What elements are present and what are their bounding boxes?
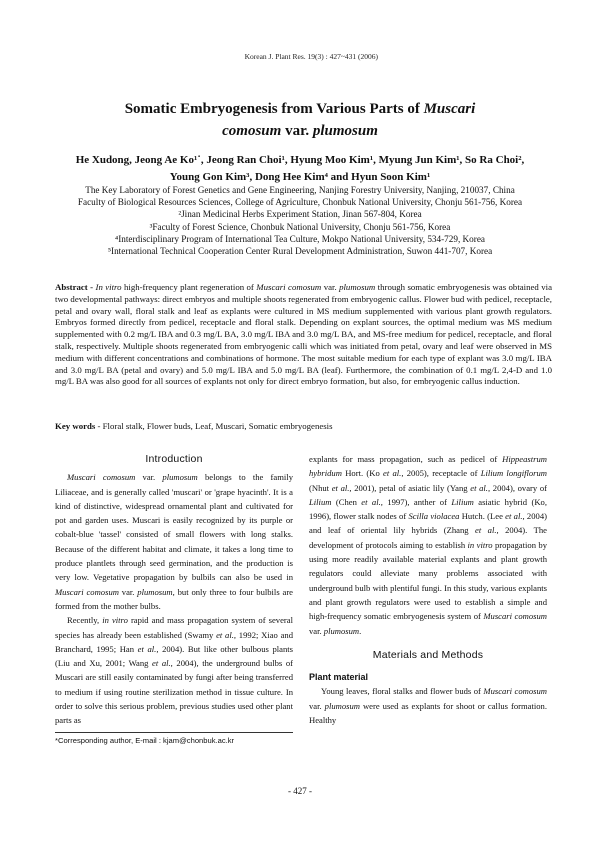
affiliation: ⁴Interdisciplinary Program of International Tea Culture, Mokpo National University, 534-729, Korea bbox=[115, 233, 485, 244]
methods-paragraph-1: Young leaves, floral stalks and flower buds of Muscari comosum var. plumosum were used as explants for shoot or callus formation. Healthy bbox=[309, 686, 548, 726]
affiliations bbox=[40, 184, 560, 257]
affiliation: ²Jinan Medicinal Herbs Experiment Station, Jinan 567-804, Korea bbox=[178, 209, 422, 220]
keywords bbox=[55, 420, 552, 432]
title-text: Somatic Embryogenesis from Various Parts of bbox=[124, 101, 424, 117]
authors-line-1: He Xudong, Jeong Ae Ko¹˙, Jeong Ran Choi¹, Hyung Moo Kim¹, Myung Jun Kim¹, So Ra Choi², bbox=[75, 154, 525, 166]
affiliation: ⁵International Technical Cooperation Center Rural Development Administration, Suwon 441-707, Korea bbox=[107, 246, 493, 257]
affiliation: Faculty of Biological Resources Sciences, College of Agriculture, Chonbuk National University, Chonju 561-756, Korea bbox=[77, 197, 523, 208]
intro-paragraph-1: Muscari comosum var. plumosum belongs to the family Liliaceae, and is generally called 'muscari' or 'grape hyacinth'. It is a kind of distinctive, widespread ornamental plant and cultivated for pot and garden uses. Muscari is easily recognized by its purple or cobalt-blue 'tassel' consisted of small flowers with long stalks. Because of the different habitat and climate, it takes a long time to produce plantlets through seed germination, and the production is very low. Vegetative propagation by bulbils can also be used in Muscari comosum var. plumosum, but only three to four bulbils are formed from the mother bulbs. bbox=[55, 472, 293, 611]
abstract-text: Muscari comosum bbox=[256, 282, 322, 292]
affiliation: The Key Laboratory of Forest Genetics and Gene Engineering, Nanjing Forestry University, Nanjing, 210037, China bbox=[85, 185, 515, 195]
abstract bbox=[55, 282, 552, 388]
section-heading-introduction: Introduction bbox=[145, 453, 203, 465]
journal-citation: Korean J. Plant Res. 19(3) : 427~431 (2006) bbox=[244, 52, 378, 61]
title-var: var. bbox=[281, 123, 313, 139]
abstract-text: high-frequency plant regeneration of bbox=[121, 282, 257, 292]
authors-line-2: Young Gon Kim³, Dong Hee Kim⁴ and Hyun Soon Kim¹ bbox=[169, 171, 431, 183]
title-species: comosum bbox=[222, 123, 282, 139]
keywords-text: - Floral stalk, Flower buds, Leaf, Muscari, Somatic embryogenesis bbox=[95, 421, 333, 431]
author-list bbox=[40, 152, 560, 186]
footnote-rule bbox=[55, 732, 293, 733]
subsection-heading-plant-material: Plant material bbox=[309, 672, 369, 683]
paper-title bbox=[40, 98, 560, 142]
intro-paragraph-3: explants for mass propagation, such as pedicel of Hippeastrum hybridum Hort. (Ko et al., 2005), receptacle of Lilium longiflorum (Nhut et al., 2001), petal of asiatic lily (Yang et al., 2004), ovary of Lilium (Chen et al., 1997), anther of Lilium asiatic hybrid (Ko, 1996), flower stalk nodes of Scilla violacea Hutch. (Lee et al., 2004) and leaf of oriental lily hybrids (Zhang et al., 2004). The development of protocols aiming to establish in vitro propagation by using more readily available material explants and plant growth regulators could alleviate many problems associated with underground bulb with plentiful fungi. In this study, various explants and plant growth regulators were used to establish a simple and high-frequency somatic embryogenesis system of Muscari comosum var. plumosum. bbox=[309, 454, 548, 636]
title-variety: plumosum bbox=[312, 123, 378, 139]
intro-paragraph-2: Recently, in vitro rapid and mass propagation system of several species has already been established (Swamy et al., 1992; Xiao and Branchard, 1995; Han et al., 2004). But like other bulbous plants (Liu and Xu, 2001; Wang et al., 2004), the underground bulbs of Muscari are still easily contaminated by fungi after being transferred to medium if using routine sterilization method in tissue culture. In order to solve this serious problem, previous studies used other plant parts as bbox=[55, 615, 294, 726]
abstract-label: Abstract - bbox=[55, 282, 96, 292]
abstract-text: var. bbox=[321, 282, 340, 292]
title-genus: Muscari bbox=[423, 101, 476, 117]
right-column bbox=[309, 452, 547, 727]
affiliation: ³Faculty of Forest Science, Chonbuk National University, Chonju 561-756, Korea bbox=[149, 221, 451, 232]
abstract-text: plumosum bbox=[339, 282, 376, 292]
left-column bbox=[55, 452, 293, 728]
body-columns bbox=[0, 452, 600, 732]
corresponding-author-footnote: *Corresponding author, E-mail : kjam@chonbuk.ac.kr bbox=[55, 736, 235, 745]
section-heading-materials-methods: Materials and Methods bbox=[372, 648, 484, 661]
abstract-text: through somatic embryogenesis was obtained via two developmental pathways: direct embryos and multiple shoots regenerated from embryogenic callus. Flower bud with pedicel, receptacle, petal and ovary wall, floral stalk and leaf as explants were cultured in MS medium supplemented with various plant growth regulators. Embryos formed directly from pedicel, receptacle and floral stalk. Depending on explant sources, the optimal medium was MS medium supplemented with 0.2 mg/L IBA and 0.3 mg/L BA, 3.0 mg/L IBA and 3.0 mg/L BA, and MS-free medium for pedicel, receptacle, and floral stalk, respectively. Multiple shoots regenerated from embryogenic calli which was initiated from petal, ovary and leaf were observed in MS medium with different concentrations and combinations of hormone. The most suitable medium for each type of explant was 3.0 mg/L IBA and 3.0 mg/L BA (petal and ovary) and 5.0 mg/L IBA and 5.0 mg/L BA (leaf). Furthermore, the combination of 0.1 mg/L 2,4-D and 1.0 mg/L BA was also good for all sources of explants not only for direct embryo formation, but also, for embryogenic callus induction. bbox=[55, 282, 552, 387]
page-number: - 427 - bbox=[288, 786, 312, 796]
abstract-text: In vitro bbox=[95, 282, 122, 292]
keywords-label: Key words bbox=[55, 421, 96, 431]
